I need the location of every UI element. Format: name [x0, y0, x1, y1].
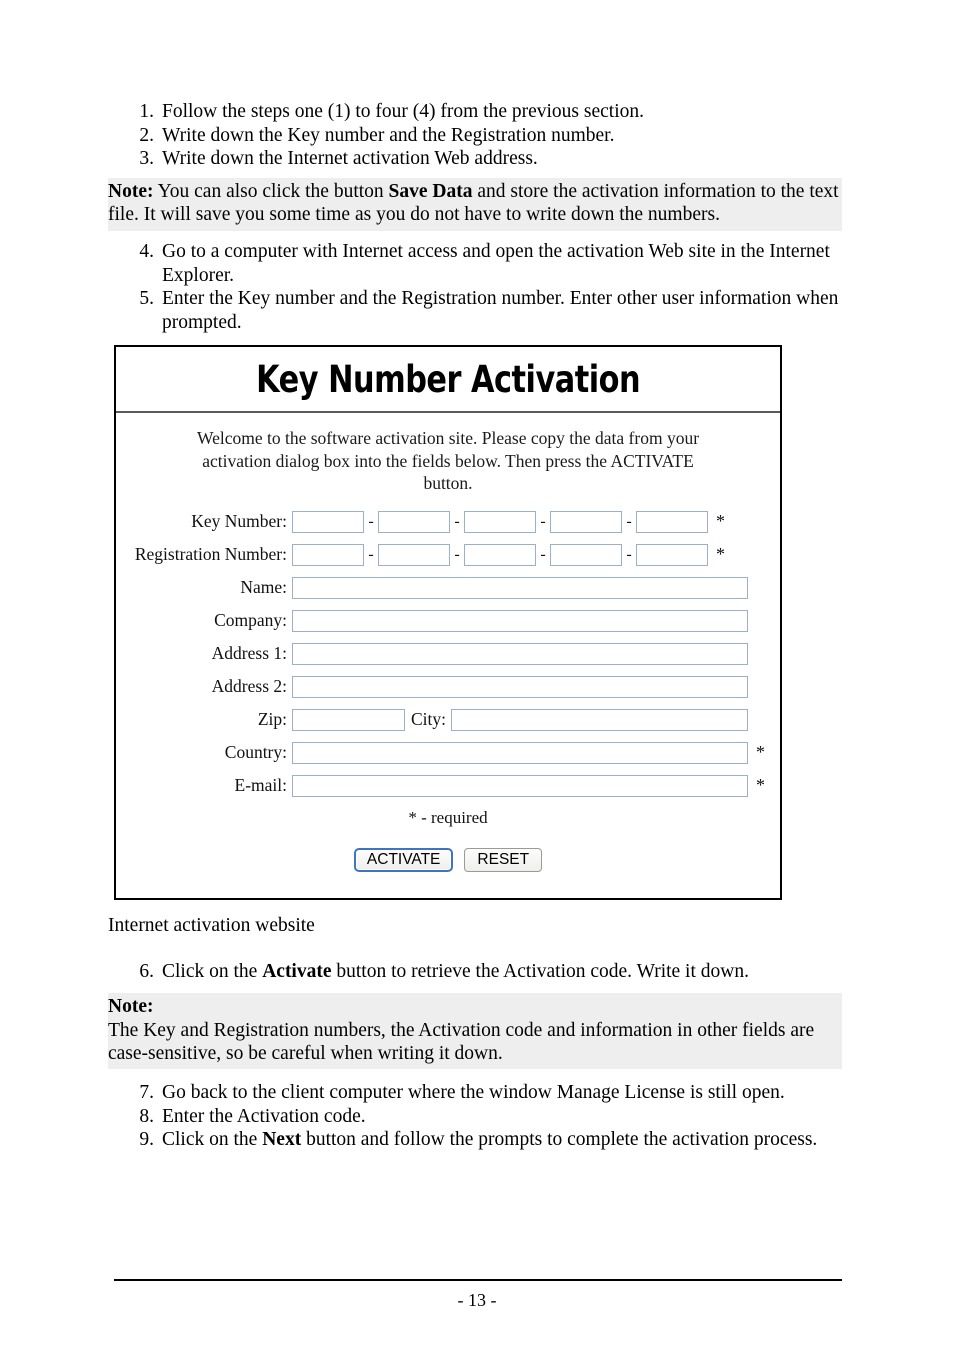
note-box-case-sensitive — [108, 993, 842, 1069]
list-item-number: 7. — [139, 1081, 154, 1103]
registration-number-row — [116, 542, 780, 568]
zip-label: Zip: — [257, 709, 287, 729]
list-item-text: Enter the Key number and the Registration number. Enter other user information when prompted. — [162, 288, 839, 333]
separator-dash: - — [368, 545, 374, 563]
list-item — [108, 1105, 842, 1129]
separator-dash: - — [454, 512, 460, 530]
list-item-text: Write down the Key number and the Registration number. — [162, 124, 615, 146]
note-label: Note: — [108, 996, 154, 1018]
note-text-before: You can also click the button — [153, 180, 389, 202]
required-marker: * — [716, 544, 725, 564]
list-item-bold-term: Activate — [262, 960, 332, 982]
name-row — [116, 575, 780, 601]
list-item-text-before: Click on the — [162, 1129, 263, 1151]
address1-label: Address 1: — [211, 643, 287, 663]
key-number-segment-1[interactable] — [292, 511, 364, 533]
zip-city-row — [116, 707, 780, 733]
separator-dash: - — [454, 545, 460, 563]
intro-line-3: button. — [423, 473, 473, 493]
list-item-text: Follow the steps one (1) to four (4) from the previous section. — [162, 101, 644, 122]
key-number-label: Key Number: — [191, 511, 287, 531]
name-input[interactable] — [292, 577, 748, 599]
list-item — [108, 1081, 842, 1105]
list-item-number: 2. — [139, 124, 154, 146]
list-item — [108, 124, 842, 148]
note-text: The Key and Registration numbers, the Activation code and information in other fields are case-sensitive, so be careful when writing it down. — [108, 1019, 815, 1065]
city-label: City: — [411, 709, 447, 729]
steps-list-middle — [108, 240, 842, 334]
intro-line-1: Welcome to the software activation site. Please copy the data from your — [196, 428, 700, 448]
registration-number-label: Registration Number: — [134, 544, 287, 564]
company-input[interactable] — [292, 610, 748, 632]
activation-title-bar — [116, 347, 780, 413]
document-content-after-figure — [108, 914, 842, 1152]
steps-list-six — [108, 960, 842, 984]
address2-row — [116, 674, 780, 700]
required-marker: * — [716, 511, 725, 531]
list-item-bold-term: Next — [262, 1129, 302, 1151]
separator-dash: - — [540, 512, 546, 530]
address1-row — [116, 641, 780, 667]
footer-divider — [114, 1279, 842, 1281]
list-item — [108, 147, 842, 171]
address1-input[interactable] — [292, 643, 748, 665]
list-item — [108, 960, 842, 984]
zip-input[interactable] — [292, 709, 405, 731]
company-label: Company: — [214, 610, 287, 630]
required-marker: * — [756, 775, 765, 795]
activation-website-screenshot — [114, 345, 782, 900]
list-item-number: 1. — [139, 101, 154, 122]
city-input[interactable] — [451, 709, 748, 731]
list-item-text-after: button and follow the prompts to complete the activation process. — [301, 1129, 818, 1151]
document-content — [108, 100, 842, 334]
list-item-text: Enter the Activation code. — [162, 1105, 366, 1127]
intro-line-2: activation dialog box into the fields below. Then press the ACTIVATE — [202, 450, 694, 471]
key-number-segment-5[interactable] — [636, 511, 708, 533]
email-input[interactable] — [292, 775, 748, 797]
list-item — [108, 1128, 842, 1152]
list-item-number: 3. — [139, 148, 154, 170]
separator-dash: - — [368, 512, 374, 530]
list-item-number: 6. — [139, 960, 154, 982]
list-item-number: 5. — [139, 288, 154, 310]
list-item-text-after: button to retrieve the Activation code. Write it down. — [331, 960, 749, 982]
list-item-number: 4. — [139, 240, 154, 262]
key-number-row — [116, 509, 780, 535]
list-item-number: 9. — [139, 1129, 154, 1151]
steps-list-before — [108, 100, 842, 171]
key-number-segment-2[interactable] — [378, 511, 450, 533]
required-legend: * - required — [408, 807, 488, 827]
email-label: E-mail: — [234, 775, 287, 795]
address2-label: Address 2: — [211, 676, 287, 696]
separator-dash: - — [626, 512, 632, 530]
steps-list-after — [108, 1081, 842, 1152]
page-number: - 13 - — [457, 1290, 497, 1310]
note-label: Note: — [108, 180, 154, 202]
list-item-text: Go to a computer with Internet access and open the activation Web site in the Internet Explorer. — [162, 240, 830, 286]
registration-number-segment-3[interactable] — [464, 544, 536, 566]
separator-dash: - — [626, 545, 632, 563]
key-number-segment-3[interactable] — [464, 511, 536, 533]
list-item — [108, 287, 842, 334]
email-row — [116, 773, 780, 799]
country-input[interactable] — [292, 742, 748, 764]
separator-dash: - — [540, 545, 546, 563]
required-marker: * — [756, 742, 765, 762]
activate-button[interactable]: ACTIVATE — [354, 848, 454, 873]
key-number-segment-4[interactable] — [550, 511, 622, 533]
country-row — [116, 740, 780, 766]
note-text-after: and store the activation information to the text file. It will save you some time as you do not have to write down the numbers. — [108, 180, 839, 226]
intro-paragraph — [116, 413, 780, 495]
address2-input[interactable] — [292, 676, 748, 698]
registration-number-segment-5[interactable] — [636, 544, 708, 566]
registration-number-segment-4[interactable] — [550, 544, 622, 566]
registration-number-segment-1[interactable] — [292, 544, 364, 566]
note-bold-term: Save Data — [388, 180, 473, 202]
page-title: Key Number Activation — [256, 357, 640, 401]
form-button-row — [116, 848, 780, 873]
name-label: Name: — [240, 577, 287, 597]
list-item-text: Go back to the client computer where the window Manage License is still open. — [162, 1081, 785, 1103]
list-item-text: Write down the Internet activation Web address. — [162, 148, 538, 170]
list-item — [108, 240, 842, 287]
company-row — [116, 608, 780, 634]
registration-number-segment-2[interactable] — [378, 544, 450, 566]
list-item-number: 8. — [139, 1105, 154, 1127]
activation-form — [116, 509, 780, 873]
list-item-text-before: Click on the — [162, 960, 263, 982]
list-item — [108, 100, 842, 124]
reset-button[interactable]: RESET — [464, 848, 542, 873]
country-label: Country: — [224, 742, 287, 762]
note-box-save-data — [108, 178, 842, 231]
figure-caption: Internet activation website — [108, 915, 315, 936]
